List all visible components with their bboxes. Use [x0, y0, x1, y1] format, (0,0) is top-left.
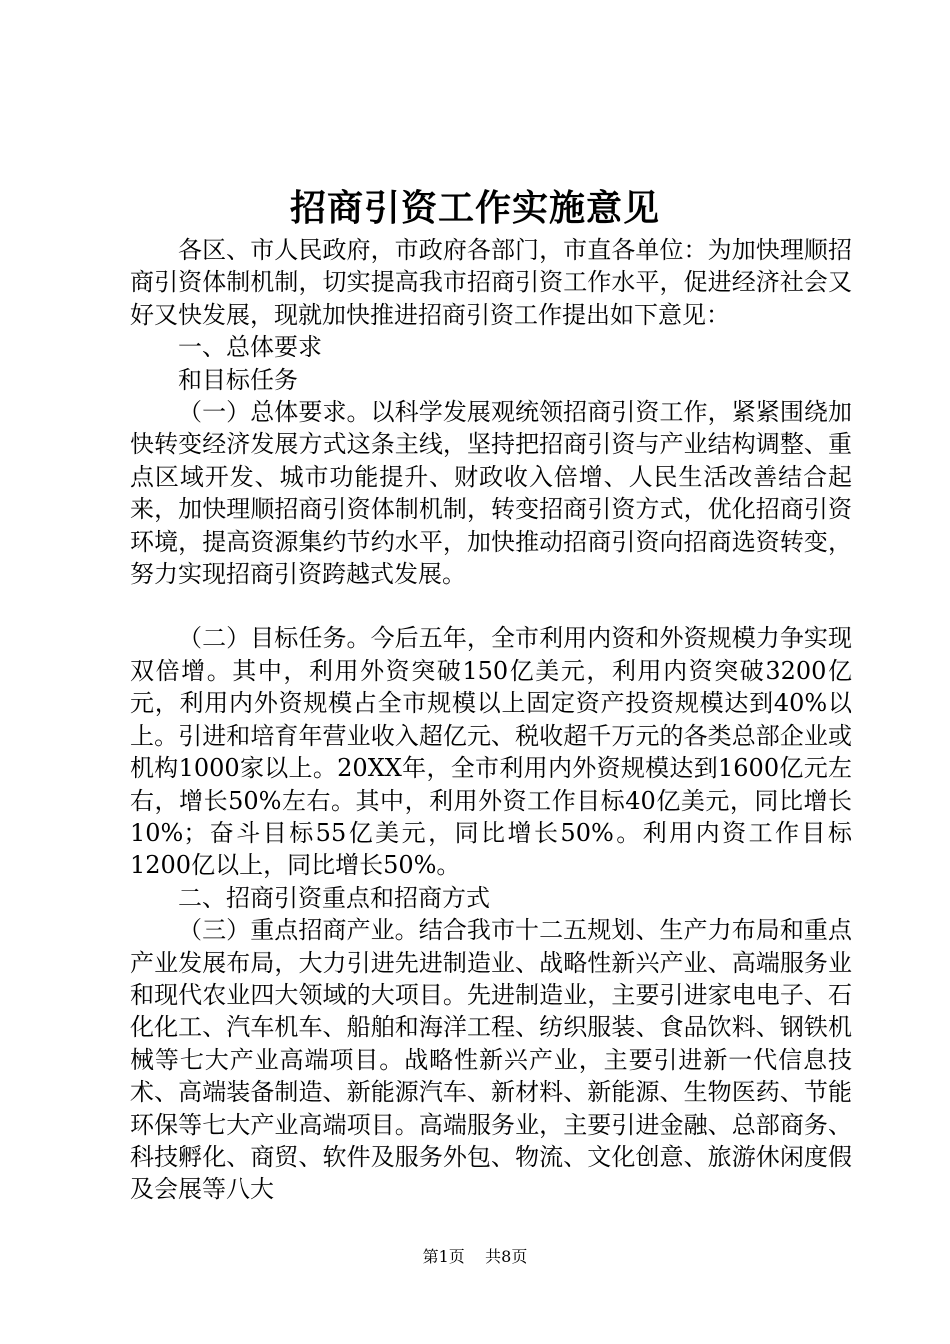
document-body	[130, 234, 852, 1206]
paragraph-item-2: （二）目标任务。今后五年，全市利用内资和外资规模力争实现双倍增。其中，利用外资突破150亿美元，利用内资突破3200亿元，利用内外资规模占全市规模以上固定资产投资规模达到40%以上。引进和培育年营业收入超亿元、税收超千万元的各类总部企业或机构1000家以上。20XX年，全市利用内外资规模达到1600亿元左右，增长50%左右。其中，利用外资工作目标40亿美元，同比增长10%；奋斗目标55亿美元，同比增长50%。利用内资工作目标1200亿以上，同比增长50%。	[130, 624, 852, 880]
paragraph-item-3: （三）重点招商产业。结合我市十二五规划、生产力布局和重点产业发展布局，大力引进先进制造业、战略性新兴产业、高端服务业和现代农业四大领域的大项目。先进制造业，主要引进家电电子、石化化工、汽车机车、船舶和海洋工程、纺织服装、食品饮料、钢铁机械等七大产业高端项目。战略性新兴产业，主要引进新一代信息技术、高端装备制造、新能源汽车、新材料、新能源、生物医药、节能环保等七大产业高端项目。高端服务业，主要引进金融、总部商务、科技孵化、商贸、软件及服务外包、物流、文化创意、旅游休闲度假及会展等八大	[130, 916, 852, 1204]
page-total: 共8页	[485, 1247, 528, 1266]
section-heading-2: 二、招商引资重点和招商方式	[178, 883, 490, 912]
page-footer	[0, 1245, 950, 1269]
section-heading-1-continued: 和目标任务	[178, 365, 298, 394]
page-number: 第1页	[422, 1247, 465, 1266]
section-heading-1: 一、总体要求	[178, 333, 322, 362]
paragraph-spacer	[130, 590, 852, 622]
paragraph-intro: 各区、市人民政府，市政府各部门，市直各单位：为加快理顺招商引资体制机制，切实提高我市招商引资工作水平，促进经济社会又好又快发展，现就加快推进招商引资工作提出如下意见：	[130, 236, 852, 329]
paragraph-item-1: （一）总体要求。以科学发展观统领招商引资工作，紧紧围绕加快转变经济发展方式这条主线，坚持把招商引资与产业结构调整、重点区域开发、城市功能提升、财政收入倍增、人民生活改善结合起来，加快理顺招商引资体制机制，转变招商引资方式，优化招商引资环境，提高资源集约节约水平，加快推动招商引资向招商选资转变，努力实现招商引资跨越式发展。	[130, 398, 852, 589]
footer-separator	[470, 1247, 480, 1266]
document-title: 招商引资工作实施意见	[289, 187, 660, 229]
